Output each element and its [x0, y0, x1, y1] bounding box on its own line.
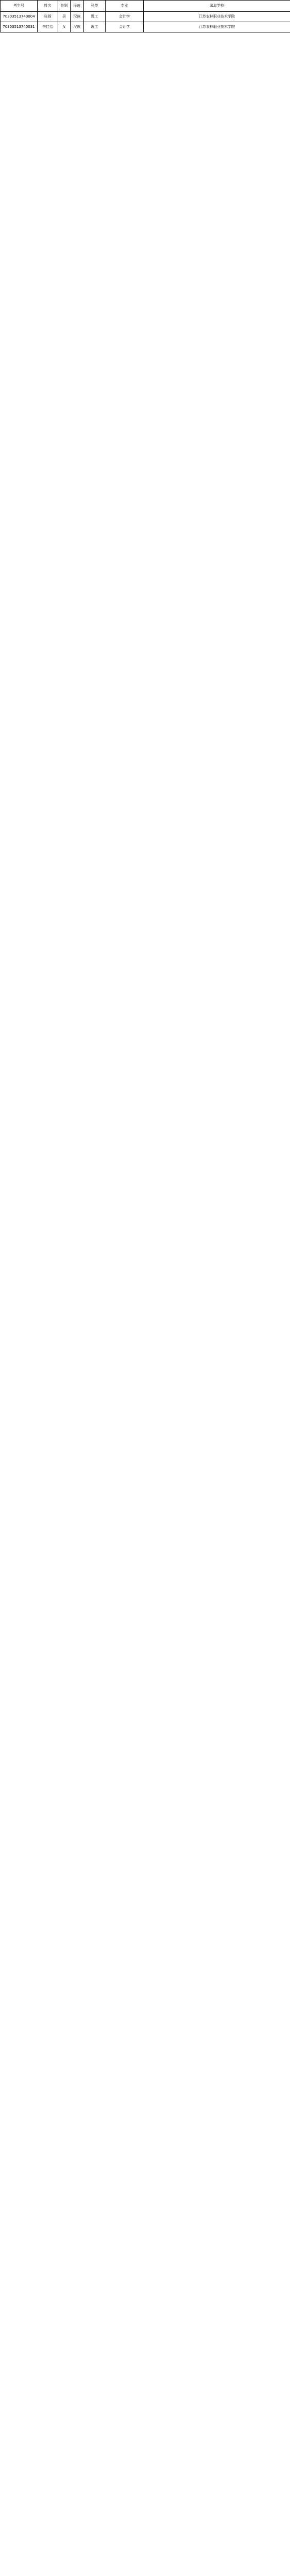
cell-gender: 男: [58, 12, 71, 22]
cell-category: 理工: [84, 22, 106, 32]
cell-name: 李佳怡: [38, 22, 58, 32]
cell-name: 张扬: [38, 12, 58, 22]
header-category: 科类: [84, 1, 106, 12]
cell-major: 会计学: [106, 12, 144, 22]
cell-category: 理工: [84, 12, 106, 22]
cell-admitted-school: 江苏农林职业技术学院: [144, 22, 290, 32]
header-ethnicity: 民族: [71, 1, 84, 12]
cell-ethnicity: 汉族: [71, 22, 84, 32]
table-row: [1, 22, 290, 32]
table-row: [1, 12, 290, 22]
cell-exam-number: 70303513740004: [1, 12, 38, 22]
header-gender: 性别: [58, 1, 71, 12]
header-admitted-school: 录取学校: [144, 1, 290, 12]
header-exam-number: 考生号: [1, 1, 38, 12]
cell-gender: 女: [58, 22, 71, 32]
admission-table: [0, 0, 290, 32]
header-row: [1, 1, 290, 12]
header-major: 专业: [106, 1, 144, 12]
cell-major: 会计学: [106, 22, 144, 32]
cell-ethnicity: 汉族: [71, 12, 84, 22]
cell-admitted-school: 江苏农林职业技术学院: [144, 12, 290, 22]
header-name: 姓名: [38, 1, 58, 12]
cell-exam-number: 70303513740031: [1, 22, 38, 32]
